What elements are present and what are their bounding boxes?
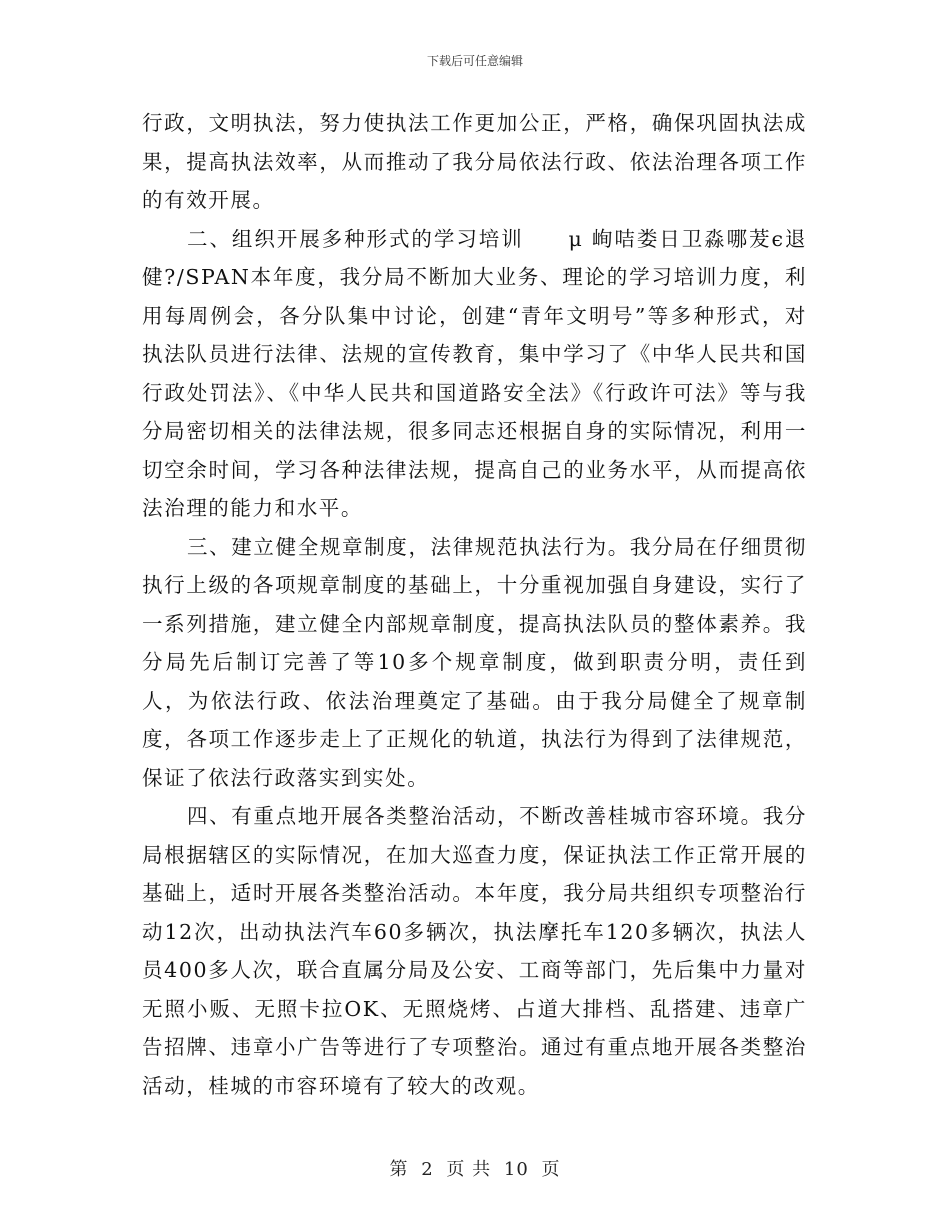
page-header: 下载后可任意编辑 bbox=[426, 54, 523, 68]
footer-prefix: 第 bbox=[389, 1159, 409, 1180]
paragraph-continuation: 行政，文明执法，努力使执法工作更加公正，严格，确保巩固执法成果，提高执法效率，从而推动了我分局依法行政、依法治理各项工作的有效开展。 bbox=[142, 111, 807, 212]
paragraph-section-2: 二、组织开展多种形式的学习培训 μ 峋咭娄日卫淼哪茇ϵ退健?/SPAN本年度，我分局不断加大业务、理论的学习培训力度，利用每周例会，各分队集中讨论，创建“青年文明号”等多种形式，对执法队员进行法律、法规的宣传教育，集中学习了《中华人民共和国行政处罚法》、《中华人民共和国道路安全法》《行政许可法》等与我分局密切相关的法律法规，很多同志还根据自身的实际情况，利用一切空余时间，学习各种法律法规，提高自己的业务水平，从而提高依法治理的能力和水平。 bbox=[142, 226, 807, 520]
document-body bbox=[142, 104, 807, 1105]
footer-middle: 页 共 bbox=[446, 1159, 492, 1180]
footer-current-page: 2 bbox=[421, 1159, 434, 1180]
paragraph-section-3: 三、建立健全规章制度，法律规范执法行为。我分局在仔细贯彻执行上级的各项规章制度的基础上，十分重视加强自身建设，实行了一系列措施，建立健全内部规章制度，提高执法队员的整体素养。我分局先后制订完善了等10多个规章制度，做到职责分明，责任到人，为依法行政、依法治理奠定了基础。由于我分局健全了规章制度，各项工作逐步走上了正规化的轨道，执法行为得到了法律规范，保证了依法行政落实到实处。 bbox=[142, 534, 807, 790]
footer-suffix: 页 bbox=[541, 1159, 561, 1180]
footer-total-pages: 10 bbox=[503, 1159, 529, 1180]
paragraph-section-4: 四、有重点地开展各类整治活动，不断改善桂城市容环境。我分局根据辖区的实际情况，在加大巡查力度，保证执法工作正常开展的基础上，适时开展各类整治活动。本年度，我分局共组织专项整治行动12次，出动执法汽车60多辆次，执法摩托车120多辆次，执法人员400多人次，联合直属分局及公安、工商等部门，先后集中力量对无照小贩、无照卡拉OK、无照烧烤、占道大排档、乱搭建、违章广告招牌、违章小广告等进行了专项整治。通过有重点地开展各类整治活动，桂城的市容环境有了较大的改观。 bbox=[142, 804, 807, 1098]
page-footer bbox=[0, 1155, 950, 1181]
